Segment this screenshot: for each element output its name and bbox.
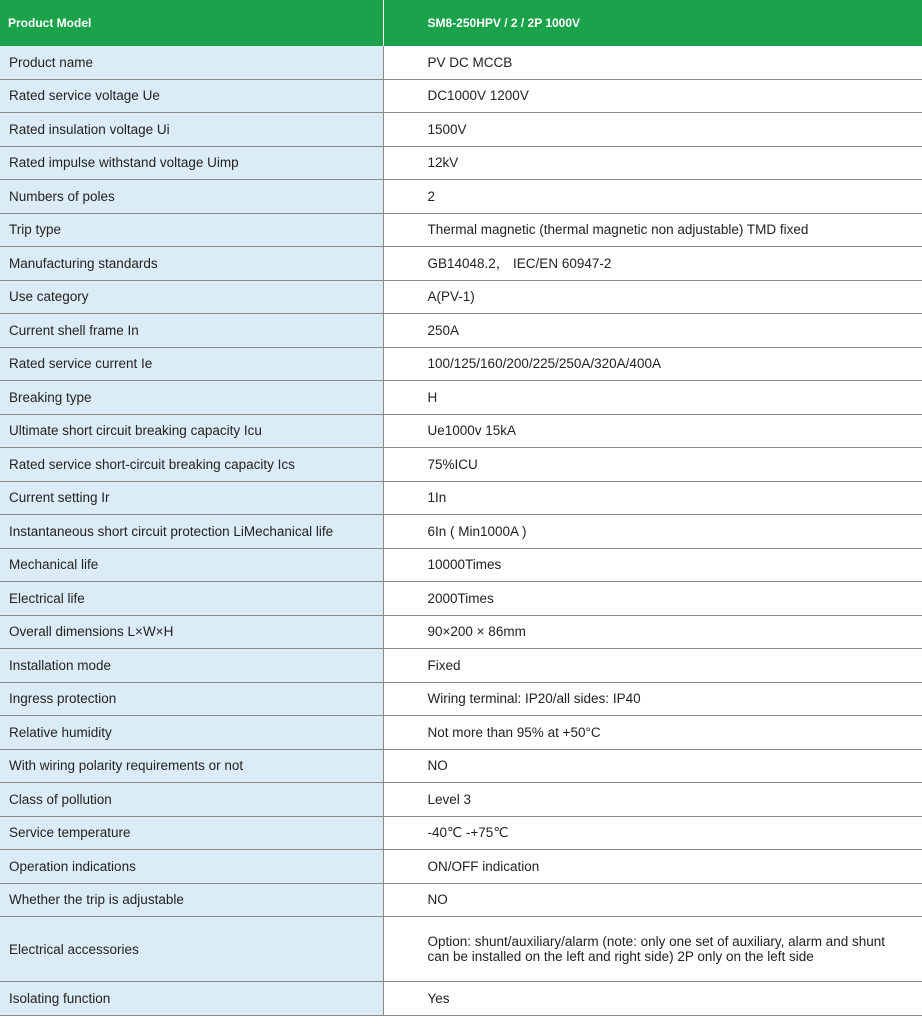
- table-row: [0, 883, 922, 917]
- row-value: Wiring terminal: IP20/all sides: IP40: [383, 682, 922, 716]
- header-row: [0, 0, 922, 46]
- table-row: [0, 481, 922, 515]
- table-row: [0, 682, 922, 716]
- table-row: [0, 917, 922, 982]
- table-row: [0, 649, 922, 683]
- table-row: [0, 448, 922, 482]
- row-label: Mechanical life: [0, 548, 383, 582]
- table-row: [0, 247, 922, 281]
- table-row: [0, 113, 922, 147]
- row-value: GB14048.2， IEC/EN 60947-2: [383, 247, 922, 281]
- table-row: [0, 180, 922, 214]
- row-value: Fixed: [383, 649, 922, 683]
- row-label: Service temperature: [0, 816, 383, 850]
- table-row: [0, 280, 922, 314]
- row-value: NO: [383, 883, 922, 917]
- row-value: Level 3: [383, 783, 922, 817]
- row-label: Instantaneous short circuit protection LiMechanical life: [0, 515, 383, 549]
- row-value: -40℃ -+75℃: [383, 816, 922, 850]
- row-value: Not more than 95% at +50°C: [383, 716, 922, 750]
- row-label: Whether the trip is adjustable: [0, 883, 383, 917]
- row-value: H: [383, 381, 922, 415]
- table-row: [0, 816, 922, 850]
- row-label: Rated service current Ie: [0, 347, 383, 381]
- row-label: Rated service voltage Ue: [0, 79, 383, 113]
- table-row: [0, 783, 922, 817]
- row-value: A(PV-1): [383, 280, 922, 314]
- table-row: [0, 582, 922, 616]
- table-row: [0, 850, 922, 884]
- table-row: [0, 716, 922, 750]
- row-label: Ultimate short circuit breaking capacity Icu: [0, 414, 383, 448]
- table-row: [0, 146, 922, 180]
- table-row: [0, 414, 922, 448]
- row-label: Operation indications: [0, 850, 383, 884]
- table-row: [0, 749, 922, 783]
- header-product-model-value: SM8-250HPV / 2 / 2P 1000V: [383, 0, 922, 46]
- row-label: Use category: [0, 280, 383, 314]
- row-label: Electrical life: [0, 582, 383, 616]
- row-value: PV DC MCCB: [383, 46, 922, 79]
- row-label: Class of pollution: [0, 783, 383, 817]
- row-value: 250A: [383, 314, 922, 348]
- row-label: Overall dimensions L×W×H: [0, 615, 383, 649]
- row-value: 10000Times: [383, 548, 922, 582]
- row-label: Rated service short-circuit breaking capacity Ics: [0, 448, 383, 482]
- row-value: DC1000V 1200V: [383, 79, 922, 113]
- row-value: Option: shunt/auxiliary/alarm (note: only one set of auxiliary, alarm and shunt can be installed on the left and right side) 2P only on the left side: [383, 917, 922, 982]
- table-row: [0, 548, 922, 582]
- row-label: Electrical accessories: [0, 917, 383, 982]
- row-value: NO: [383, 749, 922, 783]
- row-value: 2000Times: [383, 582, 922, 616]
- row-value: 75%ICU: [383, 448, 922, 482]
- row-value: ON/OFF indication: [383, 850, 922, 884]
- row-value: 90×200 × 86mm: [383, 615, 922, 649]
- row-value: 2: [383, 180, 922, 214]
- table-row: [0, 347, 922, 381]
- row-label: Current shell frame In: [0, 314, 383, 348]
- row-value: Ue1000v 15kA: [383, 414, 922, 448]
- row-value: Yes: [383, 982, 922, 1016]
- row-label: Isolating function: [0, 982, 383, 1016]
- table-row: [0, 381, 922, 415]
- row-value: 100/125/160/200/225/250A/320A/400A: [383, 347, 922, 381]
- header-product-model-label: Product Model: [0, 0, 383, 46]
- table-row: [0, 982, 922, 1016]
- table-row: [0, 314, 922, 348]
- table-row: [0, 46, 922, 79]
- row-label: Rated insulation voltage Ui: [0, 113, 383, 147]
- row-label: Ingress protection: [0, 682, 383, 716]
- table-row: [0, 615, 922, 649]
- row-value: Thermal magnetic (thermal magnetic non adjustable) TMD fixed: [383, 213, 922, 247]
- row-label: Product name: [0, 46, 383, 79]
- row-label: Manufacturing standards: [0, 247, 383, 281]
- row-label: Rated impulse withstand voltage Uimp: [0, 146, 383, 180]
- row-value: 1In: [383, 481, 922, 515]
- table-row: [0, 79, 922, 113]
- row-label: Numbers of poles: [0, 180, 383, 214]
- row-value: 12kV: [383, 146, 922, 180]
- row-label: Current setting Ir: [0, 481, 383, 515]
- table-row: [0, 213, 922, 247]
- row-value: 1500V: [383, 113, 922, 147]
- row-label: Relative humidity: [0, 716, 383, 750]
- table-row: [0, 515, 922, 549]
- row-label: Breaking type: [0, 381, 383, 415]
- row-label: Trip type: [0, 213, 383, 247]
- row-label: Installation mode: [0, 649, 383, 683]
- row-label: With wiring polarity requirements or not: [0, 749, 383, 783]
- row-value: 6In ( Min1000A ): [383, 515, 922, 549]
